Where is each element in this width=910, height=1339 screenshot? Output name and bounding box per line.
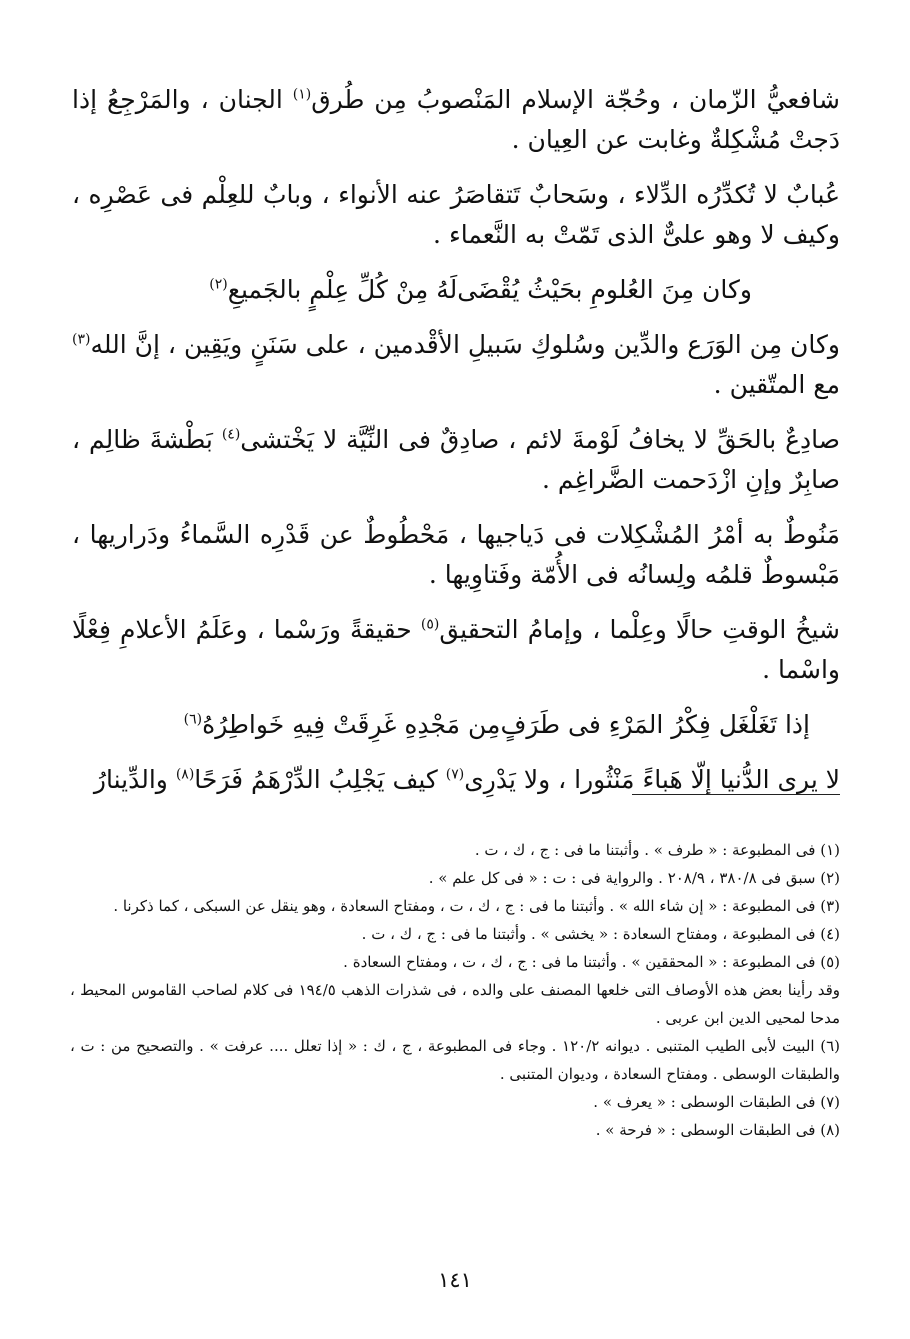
verse-second-half xyxy=(209,270,457,310)
text-span: مِن مَجْدِهِ غَرِقَتْ فِيهِ خَواطِرُهُ xyxy=(202,710,501,739)
footnote: (٢) سبق فى ٣٨٠/٨ ، ٢٠٨/٩ . والرواية فى : ت : « فى كل علم » . xyxy=(428,869,840,887)
text-span: حقيقةً ورَسْما ، وعَلَمُ الأعلامِ فِعْلًا واسْما . xyxy=(72,615,840,684)
page-number: ١٤١ xyxy=(438,1268,472,1292)
footnote-marker: (٤) xyxy=(221,426,241,443)
footnote: (٦) البيت لأبى الطيب المتنبى . ديوانه ١٢٠/٢ . وجاء فى المطبوعة ، ج ، ك : « إذا تعلل .... عرفت » . والتصحيح من : ت ، والطبقات الوسطى . ومفتاح السعادة ، وديوان المتنبى . xyxy=(70,1037,840,1083)
footnote: (٤) فى المطبوعة ، ومفتاح السعادة : « يخشى » . وأثبتنا ما فى : ج ، ك ، ت . xyxy=(361,925,840,943)
main-text xyxy=(72,80,840,815)
footnote: (٨) فى الطبقات الوسطى : « فرحة » . xyxy=(595,1121,840,1139)
text-span: مع المتّقين . xyxy=(713,370,840,399)
text-span: شيخُ الوقتِ حالًا وعِلْما ، وإمامُ التحقيق xyxy=(439,615,840,644)
footnote: (٥) فى المطبوعة : « المحققين » . وأثبتنا ما فى : ج ، ك ، ت ، ومفتاح السعادة . xyxy=(343,953,840,971)
verse-line xyxy=(72,270,840,310)
verse-first-half: وكان مِنَ العُلومِ بحَيْثُ يُقْضَى xyxy=(457,275,752,304)
text-span: صادِعٌ بالحَقِّ لا يخافُ لَوْمةَ لائم ، صادِقٌ فى النِّيَّة لا يَخْتشى xyxy=(240,425,840,454)
text-span: لا يرى الدُّنيا إلّا هَباءً مَنْثُورا ، ولا يَدْرِى xyxy=(464,765,840,794)
footnote-marker: (٣) xyxy=(72,331,91,348)
verse-second-half xyxy=(184,705,501,745)
footnotes xyxy=(70,836,840,1144)
footnote-marker: (٥) xyxy=(420,616,440,633)
footnote-marker: (٨) xyxy=(175,766,195,783)
footnote-marker: (٢) xyxy=(209,276,228,293)
footnote-marker: (٧) xyxy=(445,766,465,783)
paragraph: مَنُوطٌ به أمْرُ المُشْكِلات فى دَياجيها ، مَحْطُوطٌ عن قَدْرِه السَّماءُ ودَراريها ، مَبْسوطٌ قلمُه ولِسانُه فى الأُمّة وفَتاوِيها . xyxy=(72,520,840,589)
text-span: وكان مِن الوَرَع والدِّين وسُلوكِ سَبيلِ الأقْدمين ، على سَنَنٍ ويَقِين ، إنَّ الله xyxy=(90,330,840,359)
verse-first-half: إذا تَغَلْغَل فِكْرُ المَرْءِ فى طَرَفٍ xyxy=(500,710,810,739)
paragraph xyxy=(72,325,840,405)
paragraph: عُبابٌ لا تُكدِّرُه الدِّلاء ، وسَحابٌ تَتقاصَرُ عنه الأنواء ، وبابٌ للعِلْم فى عَصْرِه ، وكيف لا وهو علىٌّ الذى تَمّتْ به النَّعماء . xyxy=(72,180,840,249)
footnote: (٣) فى المطبوعة : « إن شاء الله » . وأثبتنا ما فى : ج ، ك ، ت ، ومفتاح السعادة ، وهو ينقل عن السبكى ، كما ذكرنا . xyxy=(113,897,840,915)
text-span: والدِّينارُ xyxy=(93,765,176,794)
footnote: (١) فى المطبوعة : « طرف » . وأثبتنا ما فى : ج ، ك ، ت . xyxy=(474,841,840,859)
footnote-marker: (١) xyxy=(292,86,312,103)
verse-line xyxy=(72,705,840,745)
text-span: بَطْشةَ ظالِم ، صابِرٌ وإنِ ازْدَحمت الضَّراغِم . xyxy=(72,425,840,494)
text-span: شافعيُّ الزّمان ، وحُجّة الإسلام المَنْصوبُ مِن طُرق xyxy=(311,85,840,114)
footnote-marker: (٦) xyxy=(183,711,203,728)
paragraph xyxy=(72,420,840,500)
footnote-separator xyxy=(632,794,840,795)
text-span: لَهُ مِنْ كُلِّ عِلْمٍ بالجَميعِ xyxy=(227,275,458,304)
paragraph xyxy=(72,610,840,690)
footnote: وقد رأينا بعض هذه الأوصاف التى خلعها المصنف على والده ، فى شذرات الذهب ١٩٤/٥ فى كلام لصاحب القاموس المحيط ، مدحا لمحيى الدين ابن عربى . xyxy=(70,981,841,1027)
text-span: الجنان ، والمَرْجِعُ إذا دَجتْ مُشْكِلةٌ وغابت عن العِيان . xyxy=(72,85,840,154)
paragraph xyxy=(72,80,840,160)
footnote: (٧) فى الطبقات الوسطى : « يعرف » . xyxy=(593,1093,840,1111)
text-span: كيف يَجْلِبُ الدِّرْهَمُ فَرَحًا xyxy=(194,765,446,794)
